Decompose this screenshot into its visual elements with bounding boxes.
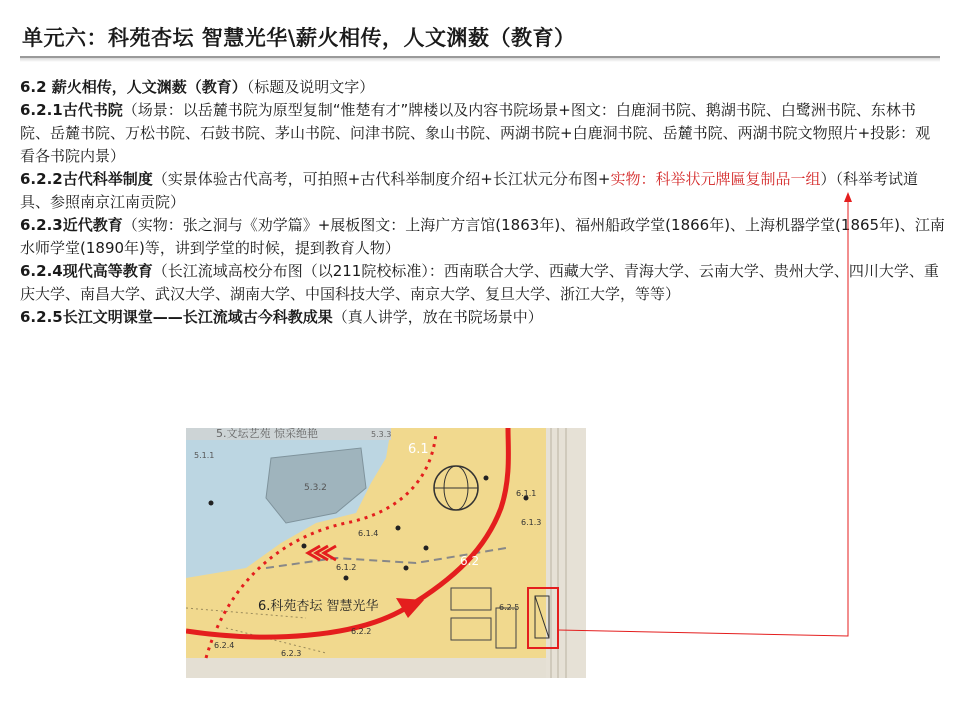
zone-label: 5.3.2 <box>304 483 327 493</box>
section-desc: （实物：张之洞与《劝学篇》+展板图文：上海广方言馆(1863年)、福州船政学堂(1866年)、上海机器学堂(1865年)、江南水师学堂(1890年)等，讲到学堂的时候，提到教育人物） <box>20 216 945 257</box>
section-desc: （真人讲学，放在书院场景中） <box>332 308 543 326</box>
section-note: （标题及说明文字） <box>246 78 375 96</box>
section-desc: （场景：以岳麓书院为原型复制“惟楚有才”牌楼以及内容书院场景+图文：白鹿洞书院、鹅湖书院、白鹭洲书院、东林书院、岳麓书院、万松书院、石鼓书院、茅山书院、问津书院、象山书院、两湖书院+白鹿洞书院、岳麓书院、两湖书院文物照片+投影：观看各书院内景） <box>20 101 931 165</box>
section-desc-tail: ）（科举考试道具、参照南京江南贡院） <box>20 170 918 211</box>
zone-label: 6.1.2 <box>336 563 357 572</box>
section-heading: 6.2 薪火相传，人文渊薮（教育） <box>20 78 247 96</box>
zone-label: 5.1.1 <box>194 451 215 460</box>
zone-label: 6.2.4 <box>214 641 235 650</box>
section-desc: （实景体验古代高考，可拍照+古代科举制度介绍+长江状元分布图+ <box>152 170 611 188</box>
section-heading: 6.2.5长江文明课堂——长江流域古今科教成果 <box>20 308 333 326</box>
section-6-2 <box>20 76 945 99</box>
zone-label: 6.1.3 <box>521 518 542 527</box>
zone-label: 6.2.2 <box>351 627 372 636</box>
section-6-2-2 <box>20 168 945 214</box>
section-heading: 6.2.2古代科举制度 <box>20 170 153 188</box>
page-title: 单元六：科苑杏坛 智慧光华\薪火相传，人文渊薮（教育） <box>22 26 576 50</box>
zone-label: 6.2.3 <box>281 649 302 658</box>
area-5-label: 5.文坛艺苑 惊采绝艳 <box>216 428 318 440</box>
zone-label: 6.2 <box>460 554 480 568</box>
section-6-2-5 <box>20 306 945 329</box>
section-heading: 6.2.1古代书院 <box>20 101 123 119</box>
section-6-2-4 <box>20 260 945 306</box>
zone-label: 5.3.3 <box>371 430 392 439</box>
bottom-corridor <box>186 658 546 678</box>
highlighted-exhibit-text: 实物：科举状元牌匾复制品一组 <box>610 170 821 188</box>
section-heading: 6.2.3近代教育 <box>20 216 123 234</box>
section-6-2-1 <box>20 99 945 168</box>
section-desc: （长江流域高校分布图（以211院校标准）：西南联合大学、西藏大学、青海大学、云南大学、贵州大学、四川大学、重庆大学、南昌大学、武汉大学、湖南大学、中国科技大学、南京大学、复旦大学、浙江大学，等等） <box>20 262 939 303</box>
floor-plan-svg <box>186 428 586 678</box>
zone-label: 6.2.5 <box>499 603 520 612</box>
zone-label: 6.1 <box>408 442 429 457</box>
body-text <box>20 76 945 329</box>
title-bar <box>20 10 940 58</box>
title-underline-shadow <box>20 58 940 62</box>
zone-label: 6.1.1 <box>516 489 537 498</box>
section-heading: 6.2.4现代高等教育 <box>20 262 153 280</box>
area-6-label: 6.科苑杏坛 智慧光华 <box>258 599 379 614</box>
section-6-2-3 <box>20 214 945 260</box>
floor-plan-map <box>186 428 586 678</box>
zone-label: 6.1.4 <box>358 529 379 538</box>
